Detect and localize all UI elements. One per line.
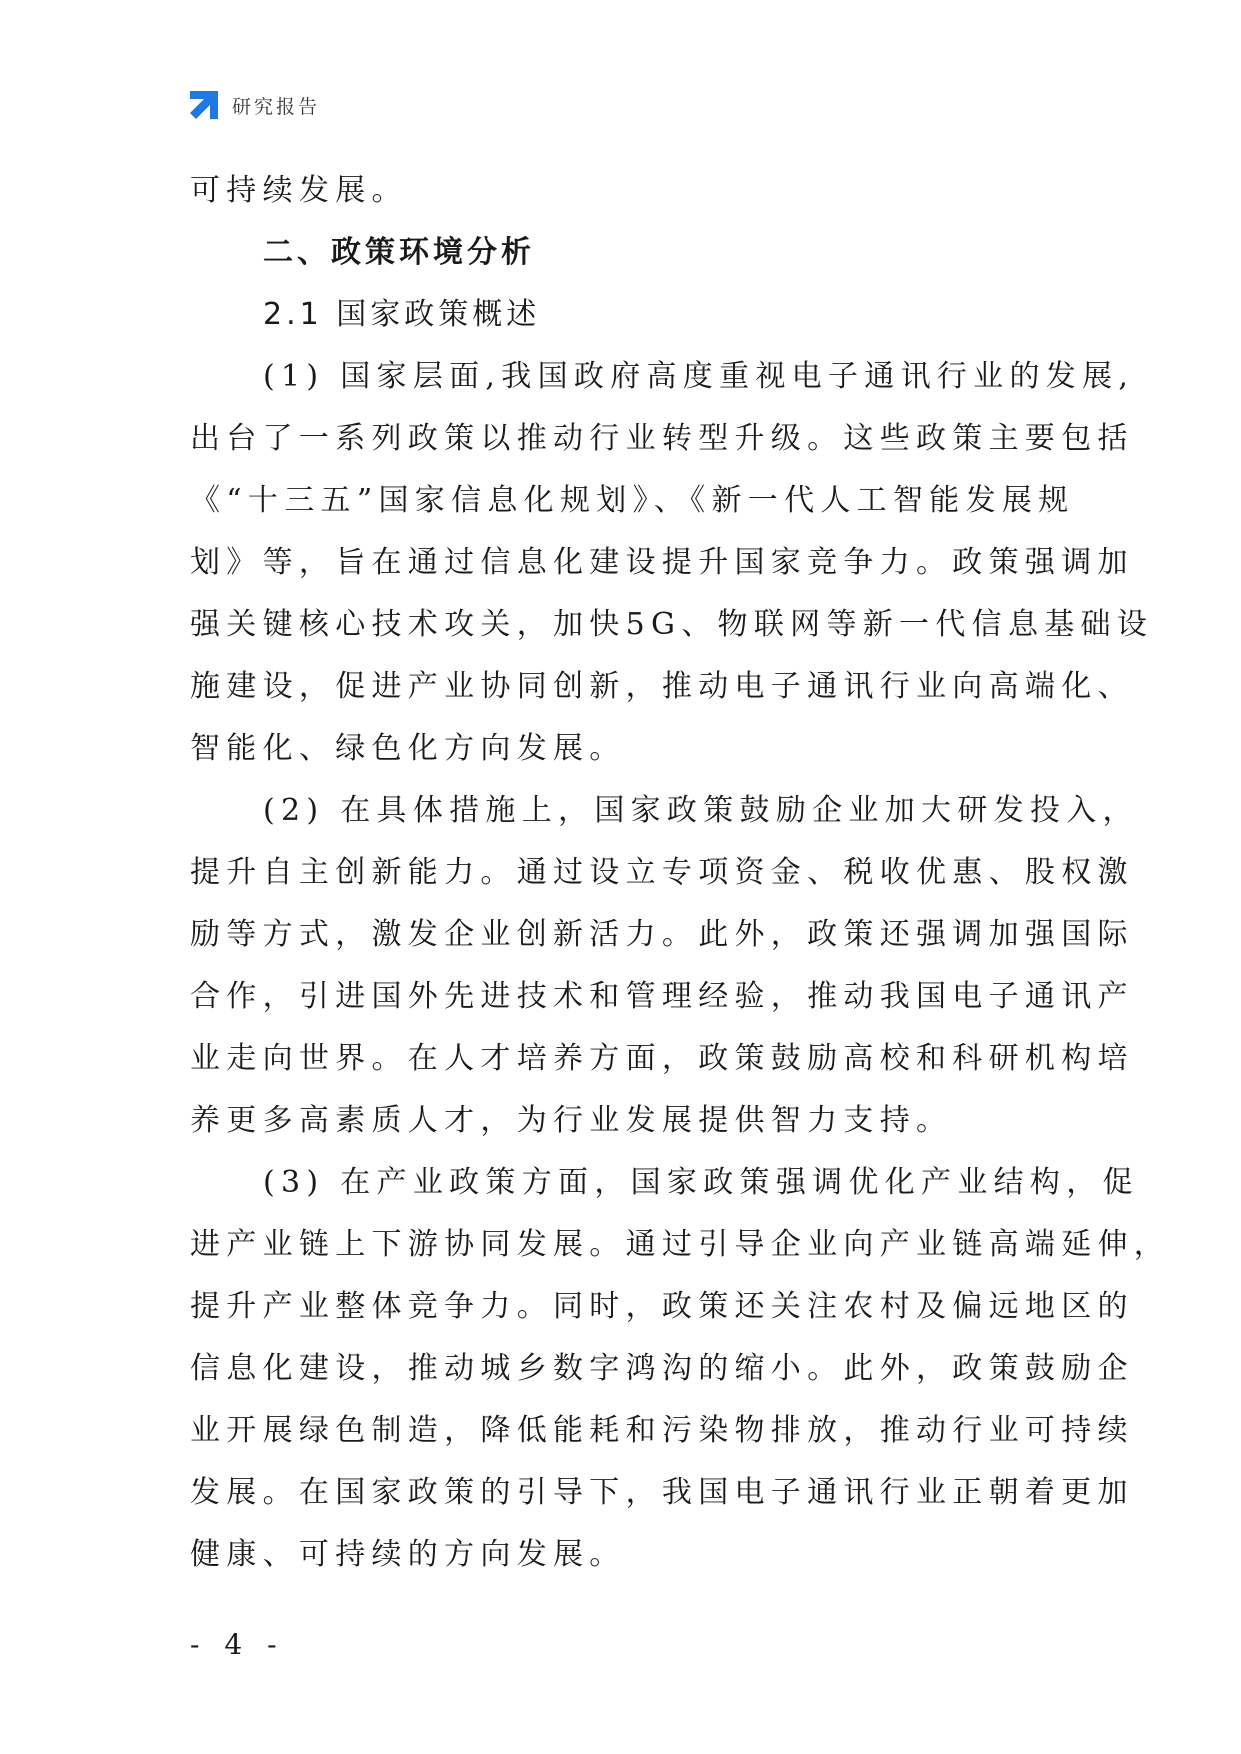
page-number: - 4 - bbox=[190, 1628, 285, 1661]
paragraph-line: (3) 在产业政策方面，国家政策强调优化产业结构，促 bbox=[263, 1165, 1139, 1200]
header-title: 研究报告 bbox=[232, 95, 321, 118]
paragraph-line: 合作，引进国外先进技术和管理经验，推动我国电子通讯产 bbox=[190, 979, 1134, 1014]
paragraph-line: (2) 在具体措施上，国家政策鼓励企业加大研发投入， bbox=[263, 793, 1139, 828]
paragraph-line: 信息化建设，推动城乡数字鸿沟的缩小。此外，政策鼓励企 bbox=[190, 1351, 1134, 1386]
document-body bbox=[190, 160, 1171, 1586]
paragraph-line: 强关键核心技术攻关，加快5G、物联网等新一代信息基础设 bbox=[190, 607, 1154, 642]
paragraph-3 bbox=[190, 1152, 1171, 1586]
arrow-up-right-icon bbox=[188, 89, 220, 121]
paragraph-line: 《“十三五”国家信息化规划》、《新一代人工智能发展规 bbox=[190, 483, 1075, 518]
paragraph-line: 发展。在国家政策的引导下，我国电子通讯行业正朝着更加 bbox=[190, 1475, 1134, 1510]
paragraph-line: 健康、可持续的方向发展。 bbox=[190, 1537, 626, 1572]
section-heading: 二、政策环境分析 bbox=[263, 235, 535, 270]
continuation-line: 可持续发展。 bbox=[190, 173, 408, 208]
paragraph-line: 出台了一系列政策以推动行业转型升级。这些政策主要包括 bbox=[190, 421, 1134, 456]
paragraph-line: (1) 国家层面,我国政府高度重视电子通讯行业的发展, bbox=[263, 359, 1135, 394]
paragraph-line: 励等方式，激发企业创新活力。此外，政策还强调加强国际 bbox=[190, 917, 1134, 952]
paragraph-1 bbox=[190, 346, 1154, 780]
paragraph-line: 施建设，促进产业协同创新，推动电子通讯行业向高端化、 bbox=[190, 669, 1134, 704]
paragraph-line: 提升产业整体竞争力。同时，政策还关注农村及偏远地区的 bbox=[190, 1289, 1134, 1324]
paragraph-line: 智能化、绿色化方向发展。 bbox=[190, 731, 626, 766]
paragraph-line: 提升自主创新能力。通过设立专项资金、税收优惠、股权激 bbox=[190, 855, 1134, 890]
subsection-heading: 2.1 国家政策概述 bbox=[263, 297, 541, 332]
paragraph-2 bbox=[190, 780, 1139, 1152]
paragraph-line: 划》等，旨在通过信息化建设提升国家竞争力。政策强调加 bbox=[190, 545, 1134, 580]
paragraph-line: 业走向世界。在人才培养方面，政策鼓励高校和科研机构培 bbox=[190, 1041, 1134, 1076]
paragraph-line: 养更多高素质人才，为行业发展提供智力支持。 bbox=[190, 1103, 953, 1138]
paragraph-line: 进产业链上下游协同发展。通过引导企业向产业链高端延伸， bbox=[190, 1227, 1171, 1262]
document-header bbox=[188, 88, 320, 122]
paragraph-line: 业开展绿色制造，降低能耗和污染物排放，推动行业可持续 bbox=[190, 1413, 1134, 1448]
